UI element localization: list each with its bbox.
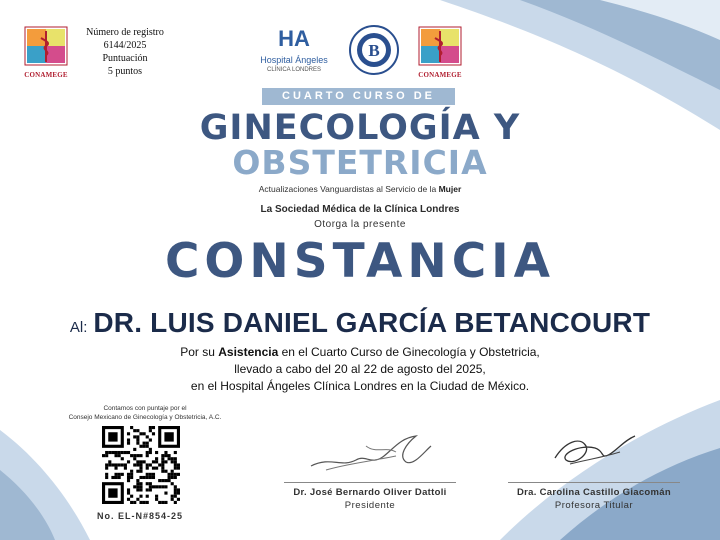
- subtitle-prefix: Actualizaciones Vanguardistas al Servicio de la: [258, 184, 437, 194]
- society-name: La Sociedad Médica de la Clínica Londres: [260, 204, 460, 215]
- signatory-2-name: Dra. Carolina Castillo Giacomán: [517, 487, 671, 498]
- conamege-logo-caption: CONAMEGE: [24, 71, 68, 79]
- hospital-sub: CLÍNICA LONDRES: [266, 67, 321, 73]
- recipient-prefix: Al:: [69, 319, 88, 336]
- body-line-1: [150, 344, 570, 361]
- accreditation-line1: Contamos con puntaje por el: [103, 405, 187, 412]
- registration-info: [70, 26, 180, 78]
- body-line-2: llevado a cabo del 20 al 22 de agosto del 2025,: [234, 362, 486, 376]
- signature-line: [284, 482, 456, 483]
- course-banner: CUARTO CURSO DE: [262, 88, 455, 105]
- recipient: [0, 307, 720, 339]
- course-title-line1: GINECOLOGÍA Y: [199, 108, 521, 148]
- signature-icon: [540, 424, 640, 476]
- hospital-angeles-icon: [254, 26, 334, 50]
- body-line1-bold: Asistencia: [218, 345, 279, 359]
- score-label: Puntuación: [102, 53, 148, 64]
- qr-code-icon[interactable]: [102, 426, 180, 504]
- score-value: 5 puntos: [107, 66, 143, 77]
- signature-icon: [306, 426, 436, 478]
- course-title-line2: OBSTETRICIA: [232, 143, 488, 182]
- conamege-logo-icon: [418, 26, 462, 66]
- svg-text:B: B: [368, 41, 380, 60]
- accreditation-line2: Consejo Mexicano de Ginecología y Obstetricia, A.C.: [68, 414, 222, 421]
- sociedad-medica-seal-icon: [348, 24, 400, 76]
- accreditation-text: [40, 404, 250, 422]
- signatory-1-role: Presidente: [344, 500, 396, 511]
- signatory-1-name: Dr. José Bernardo Oliver Dattoli: [293, 487, 447, 498]
- subtitle-bold: Mujer: [438, 184, 462, 194]
- accreditation-code: No. EL-N#854-25: [96, 511, 184, 521]
- body-line1-prefix: Por su: [180, 345, 215, 359]
- body-line1-suffix: en el Cuarto Curso de Ginecología y Obstetricia,: [281, 345, 540, 359]
- svg-text:HA: HA: [278, 26, 310, 50]
- conamege-logo-left: [24, 26, 68, 79]
- body-line-3: en el Hospital Ángeles Clínica Londres en la Ciudad de México.: [190, 379, 530, 393]
- conamege-logo-caption: CONAMEGE: [418, 71, 462, 79]
- signature-line: [508, 482, 680, 483]
- registration-number-value: 6144/2025: [103, 40, 147, 51]
- course-subtitle: [0, 184, 720, 194]
- hospital-name: Hospital Ángeles: [260, 55, 328, 65]
- document-type: CONSTANCIA: [164, 234, 556, 289]
- conamege-logo-right: [418, 26, 462, 79]
- certificate-body: [150, 344, 570, 395]
- registration-number-label: Número de registro: [86, 27, 164, 38]
- grants-text: Otorga la presente: [314, 219, 406, 230]
- hospital-angeles-logo: [254, 26, 334, 75]
- recipient-name: DR. LUIS DANIEL GARCÍA BETANCOURT: [93, 307, 651, 338]
- signatory-2-role: Profesora Titular: [554, 500, 634, 511]
- conamege-logo-icon: [24, 26, 68, 66]
